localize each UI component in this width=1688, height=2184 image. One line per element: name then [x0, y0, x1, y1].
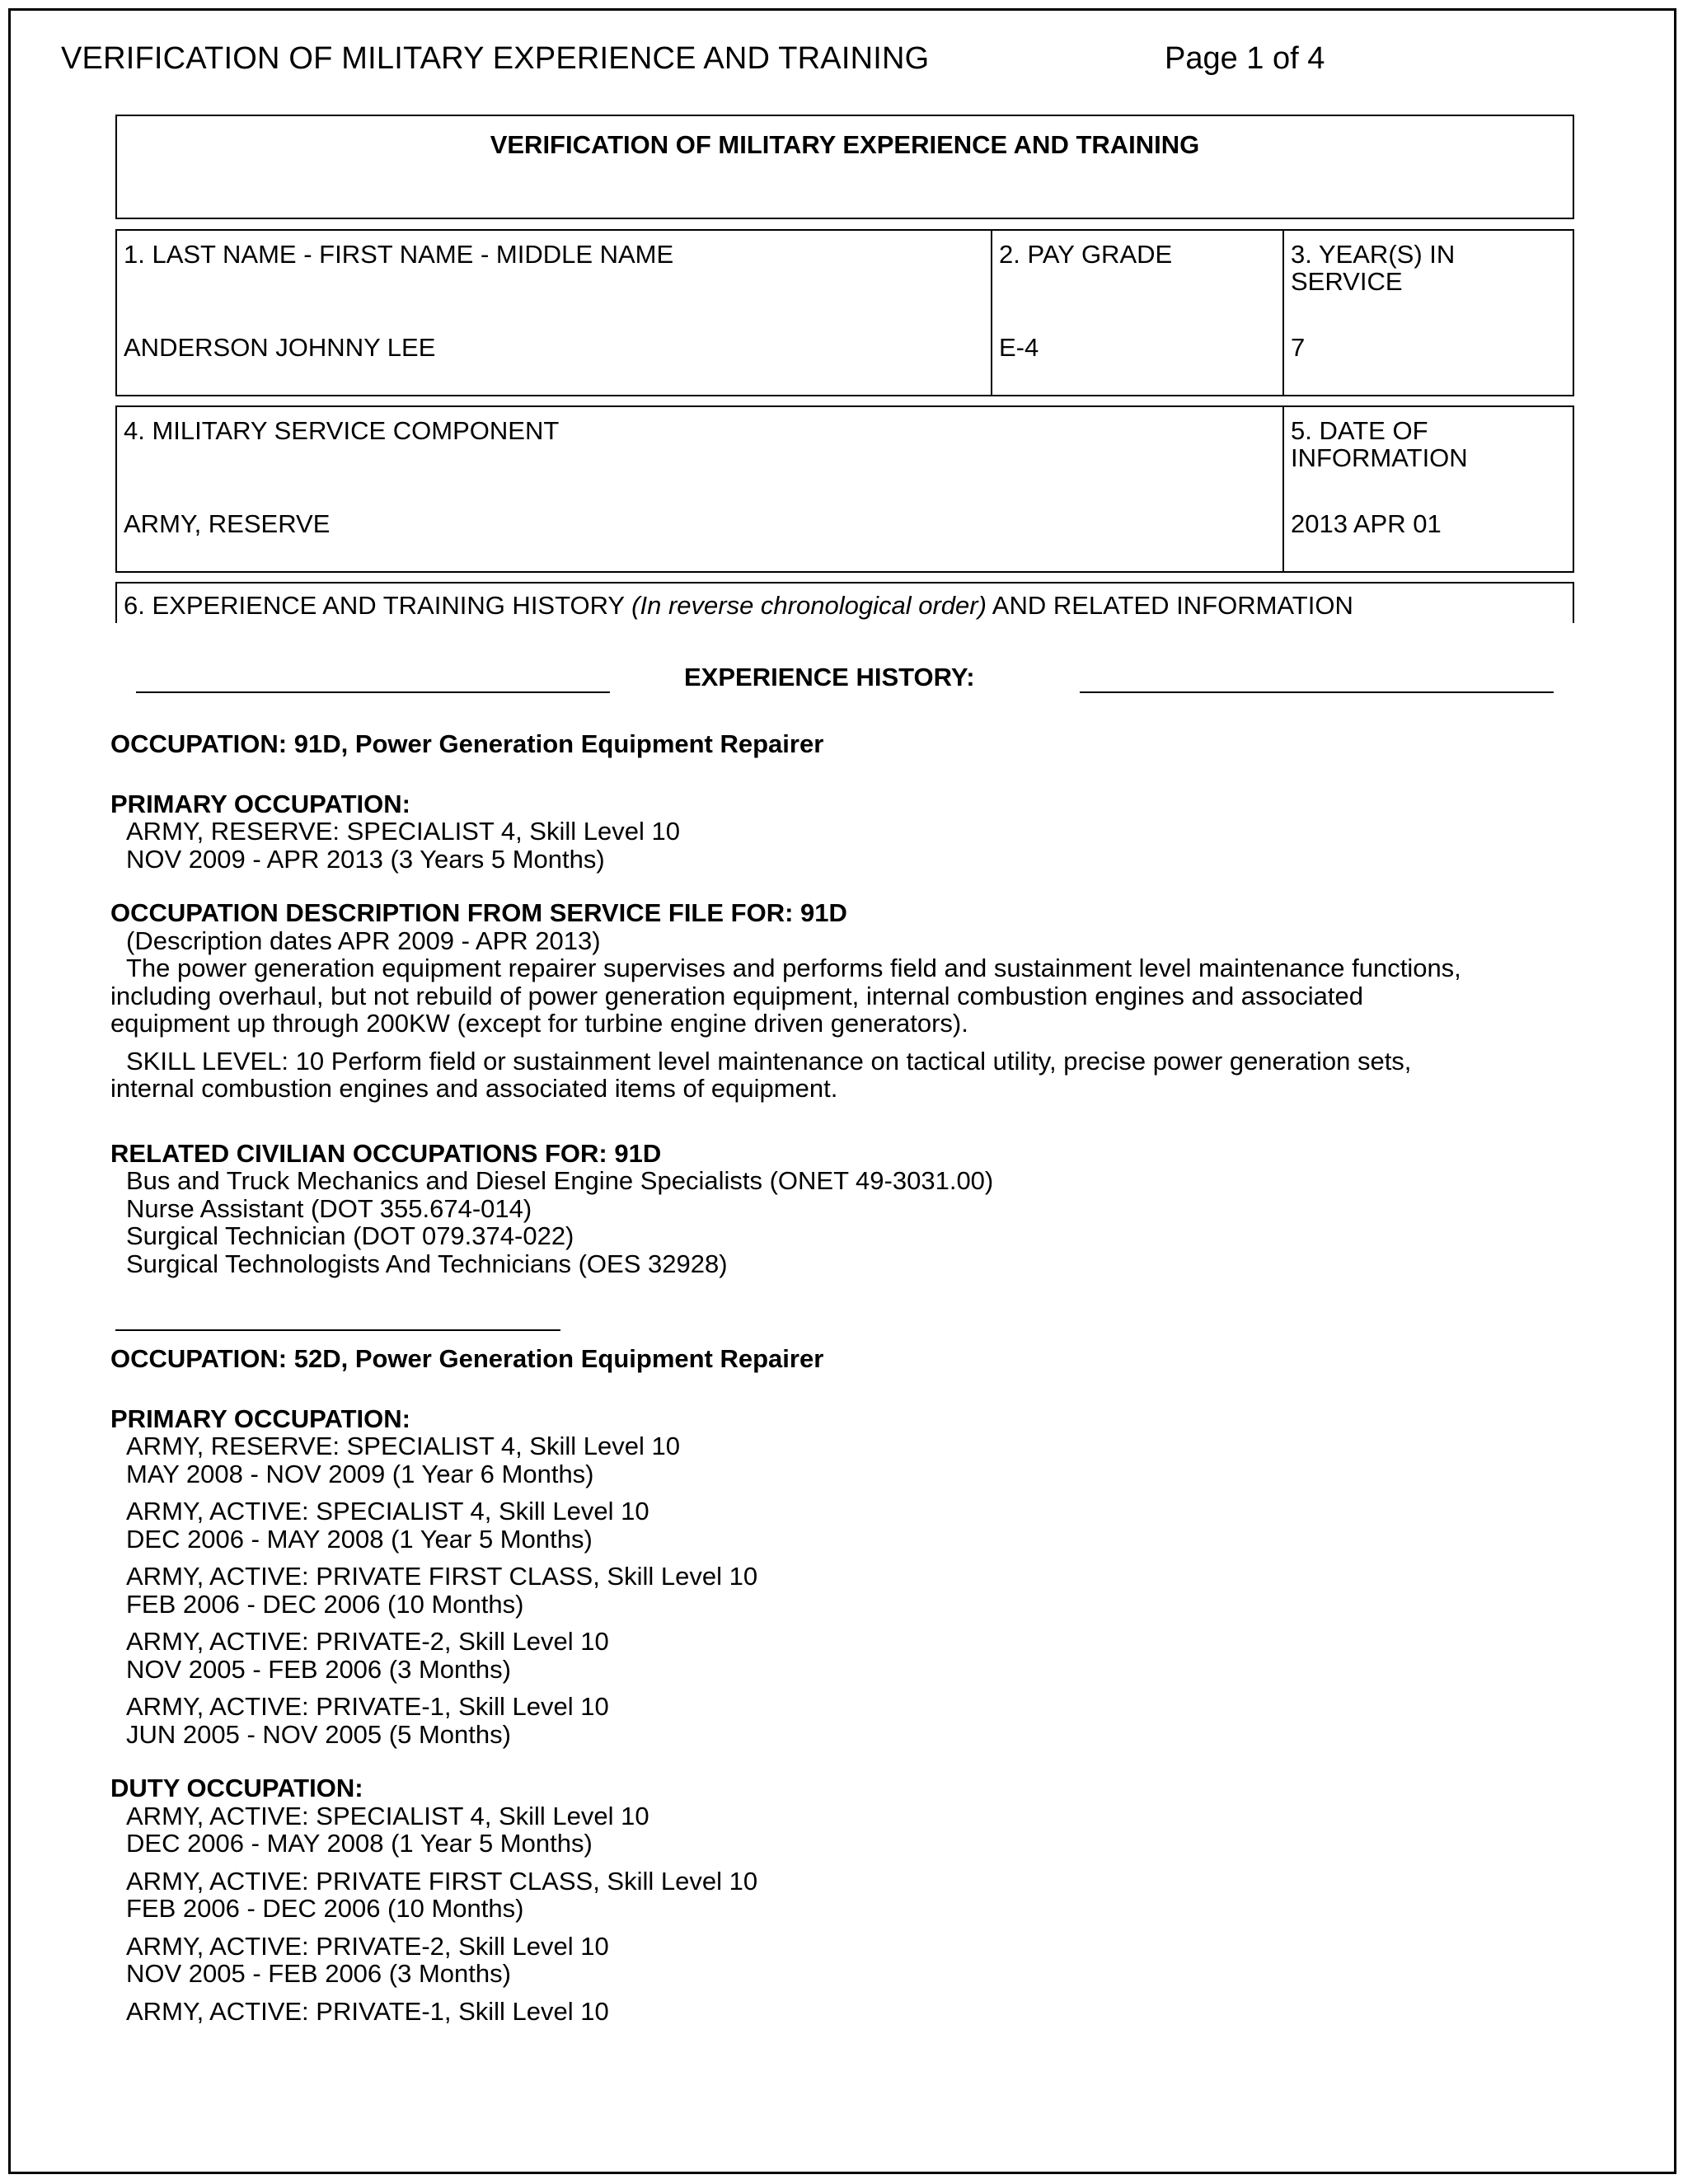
primary-dates: MAY 2008 - NOV 2009 (1 Year 6 Months) [126, 1459, 594, 1488]
skill-level-line: SKILL LEVEL: 10 Perform field or sustainment level maintenance on tactical utility, precise power generation sets, [126, 1046, 1412, 1076]
occupation-title: OCCUPATION: 91D, Power Generation Equipment Repairer [110, 729, 824, 758]
pay-grade-value: E-4 [999, 333, 1039, 362]
history-label-italic: (In reverse chronological order) [631, 591, 987, 620]
description-dates: (Description dates APR 2009 - APR 2013) [126, 926, 601, 955]
related-occupation-item: Bus and Truck Mechanics and Diesel Engine Specialists (ONET 49-3031.00) [126, 1166, 994, 1195]
occupation-52d-section [110, 1345, 823, 2025]
primary-dates: NOV 2005 - FEB 2006 (3 Months) [126, 1654, 511, 1684]
years-label-line2: SERVICE [1291, 267, 1403, 296]
form-title: VERIFICATION OF MILITARY EXPERIENCE AND TRAINING [490, 130, 1200, 159]
duty-dates: DEC 2006 - MAY 2008 (1 Year 5 Months) [126, 1829, 593, 1858]
duty-occupation-heading: DUTY OCCUPATION: [110, 1774, 363, 1802]
duty-dates: FEB 2006 - DEC 2006 (10 Months) [126, 1894, 524, 1923]
name-value: ANDERSON JOHNNY LEE [124, 333, 436, 362]
divider-right [1080, 691, 1554, 693]
component-row [115, 405, 1574, 573]
date-cell [1282, 407, 1573, 571]
pay-grade-cell [991, 231, 1282, 395]
history-row [115, 582, 1574, 623]
primary-occupation-heading: PRIMARY OCCUPATION: [110, 1404, 410, 1433]
primary-dates: FEB 2006 - DEC 2006 (10 Months) [126, 1589, 524, 1619]
description-line: The power generation equipment repairer supervises and performs field and sustainment level maintenance functions, [126, 954, 1461, 982]
date-value: 2013 APR 01 [1291, 509, 1442, 538]
occupation-description-heading: OCCUPATION DESCRIPTION FROM SERVICE FILE FOR: 91D [110, 898, 847, 927]
duty-rank: ARMY, ACTIVE: PRIVATE-1, Skill Level 10 [126, 1996, 609, 2026]
duty-rank: ARMY, ACTIVE: SPECIALIST 4, Skill Level 10 [126, 1801, 649, 1830]
duty-dates: NOV 2005 - FEB 2006 (3 Months) [126, 1959, 511, 1988]
primary-dates: JUN 2005 - NOV 2005 (5 Months) [126, 1719, 511, 1749]
component-cell [117, 407, 1282, 571]
primary-rank: ARMY, ACTIVE: PRIVATE-2, Skill Level 10 [126, 1627, 609, 1656]
identity-row [115, 229, 1574, 396]
history-label-part2: AND RELATED INFORMATION [986, 591, 1353, 620]
date-label-line2: INFORMATION [1291, 443, 1468, 472]
history-label [124, 592, 1353, 619]
years-label-line1: 3. YEAR(S) IN [1291, 240, 1456, 269]
name-cell [117, 231, 991, 395]
skill-level-line: internal combustion engines and associated items of equipment. [110, 1074, 838, 1103]
primary-rank: ARMY, RESERVE: SPECIALIST 4, Skill Level 10 [126, 817, 680, 846]
primary-occupation-heading: PRIMARY OCCUPATION: [110, 789, 410, 818]
occupation-divider [115, 1329, 560, 1331]
form-title-box [115, 115, 1574, 219]
primary-rank: ARMY, ACTIVE: SPECIALIST 4, Skill Level 10 [126, 1497, 649, 1526]
description-line: including overhaul, but not rebuild of power generation equipment, internal combustion engines and associated [110, 981, 1363, 1010]
date-label-line1: 5. DATE OF [1291, 416, 1428, 445]
years-label [1291, 241, 1455, 295]
name-label: 1. LAST NAME - FIRST NAME - MIDDLE NAME [124, 240, 674, 269]
primary-rank: ARMY, RESERVE: SPECIALIST 4, Skill Level 10 [126, 1432, 680, 1460]
occupation-91d-section [110, 730, 1461, 1277]
description-line: equipment up through 200KW (except for turbine engine driven generators). [110, 1009, 968, 1038]
document-header-title: VERIFICATION OF MILITARY EXPERIENCE AND TRAINING [61, 41, 930, 76]
related-occupation-item: Nurse Assistant (DOT 355.674-014) [126, 1193, 532, 1223]
history-label-part1: 6. EXPERIENCE AND TRAINING HISTORY [124, 591, 632, 620]
experience-history-heading: EXPERIENCE HISTORY: [684, 663, 975, 691]
primary-dates: DEC 2006 - MAY 2008 (1 Year 5 Months) [126, 1524, 593, 1554]
duty-rank: ARMY, ACTIVE: PRIVATE FIRST CLASS, Skill Level 10 [126, 1866, 758, 1896]
related-occupation-item: Surgical Technician (DOT 079.374-022) [126, 1221, 574, 1250]
years-cell [1282, 231, 1573, 395]
years-value: 7 [1291, 333, 1306, 362]
related-civilian-heading: RELATED CIVILIAN OCCUPATIONS FOR: 91D [110, 1138, 662, 1168]
primary-rank: ARMY, ACTIVE: PRIVATE FIRST CLASS, Skill Level 10 [126, 1562, 758, 1591]
primary-rank: ARMY, ACTIVE: PRIVATE-1, Skill Level 10 [126, 1692, 609, 1721]
divider-left [136, 691, 610, 693]
related-occupation-item: Surgical Technologists And Technicians (OES 32928) [126, 1249, 728, 1278]
date-label [1291, 417, 1468, 471]
pay-grade-label: 2. PAY GRADE [999, 240, 1173, 269]
primary-dates: NOV 2009 - APR 2013 (3 Years 5 Months) [126, 844, 605, 874]
duty-rank: ARMY, ACTIVE: PRIVATE-2, Skill Level 10 [126, 1931, 609, 1961]
occupation-title: OCCUPATION: 52D, Power Generation Equipment Repairer [110, 1344, 824, 1373]
component-value: ARMY, RESERVE [124, 509, 331, 538]
component-label: 4. MILITARY SERVICE COMPONENT [124, 416, 560, 445]
page-number: Page 1 of 4 [1165, 41, 1325, 76]
